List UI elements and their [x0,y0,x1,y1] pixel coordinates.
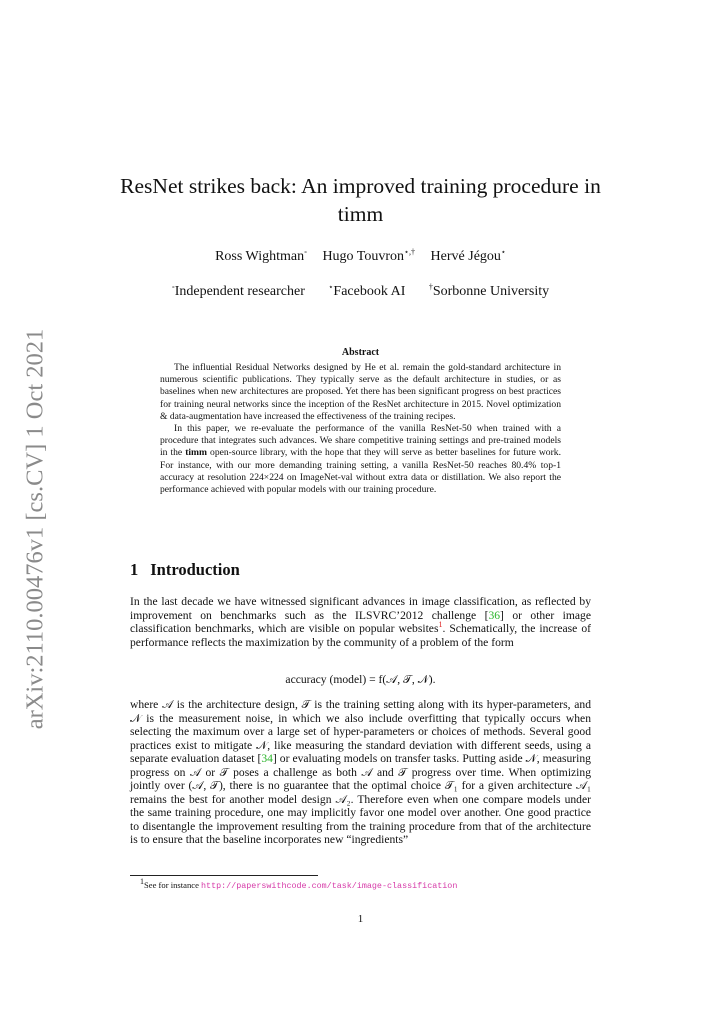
citation-link[interactable]: 36 [488,608,501,622]
author-list [100,249,621,265]
body-text: ] or evaluating models on transfer tasks. Putting aside 𝒩, measuring progress on 𝒜 or 𝒯 poses a challenge as both 𝒜 and 𝒯 progress over time. When optimizing jointly over (𝒜, 𝒯), there is no guarantee that the optimal choice 𝒯₁ for a given architecture 𝒜₁ remains the best for another model design 𝒜₂. Therefore even when one compare models under the same training procedure, one may implicitly favor one model over another. One good practice to disentangle the improvement resulting from the training procedure from that of the architecture is to ensure that the baseline incorporates new “ingredients” [130,752,591,847]
intro-paragraph-2 [130,698,591,847]
affiliation-name: Sorbonne University [432,284,550,299]
affiliation-mark: ◦ [171,282,175,292]
body-text: . Schematically, the increase of performance reflects the maximization by the community of a problem of the form [130,622,591,649]
author-name: Hervé Jégou [430,249,501,264]
author-mark: ⋆,† [404,247,416,257]
page-number: 1 [357,913,364,925]
arxiv-identifier: arXiv:2110.00476v1 [cs.CV] 1 Oct 2021 [21,328,49,730]
abstract-paragraph [160,423,561,496]
author [322,249,415,264]
affiliation-name: Facebook AI [333,284,406,299]
abstract-heading: Abstract [341,347,380,358]
timm-library-name: timm [185,447,208,459]
affiliation-mark: ⋆ [328,282,334,292]
author-mark: ◦ [304,247,307,257]
abstract-paragraph: The influential Residual Networks designed by He et al. remain the gold-standard architecture in numerous scientific publications. They typically serve as the default architecture in studies, or as baselines when new architectures are proposed. Yet there has been significant progress on best practices for training neural networks since the inception of the ResNet architecture in 2015. Novel optimization & data-augmentation have increased the effectiveness of the training recipes. [160,362,561,422]
intro-paragraph-1 [130,595,591,649]
footnote-text: See for instance [144,880,202,890]
body-text: where 𝒜 is the architecture design, 𝒯 is the training setting along with its hyper-parameters, and 𝒩 is the measurement noise, in which we also include overfitting that typically occurs when selecting the maximum over a large set of hyper-parameters or choices of methods. Several good practices exist to mitigate 𝒩, like measuring the standard deviation with different seeds, using a separate evaluation dataset [ [130,698,591,766]
affiliation-name: Independent researcher [174,284,305,299]
citation-link[interactable]: 34 [261,752,273,766]
author-name: Hugo Touvron [322,249,405,264]
footnote [140,877,458,891]
footnote-url-link[interactable]: http://paperswithcode.com/task/image-classification [201,881,458,891]
author-mark: ⋆ [500,247,506,257]
body-text: In the last decade we have witnessed significant advances in image classification, as reflected by improvement on benchmarks such as the ILSVRC’2012 challenge [ [130,595,591,622]
section-title: Introduction [150,560,240,579]
affiliation [429,284,549,299]
author [215,249,307,264]
footnote-rule [130,875,318,876]
section-number: 1 [130,560,139,579]
affiliation [172,284,305,299]
body-text: ] or other image classification benchmarks, which are visible on popular websites [130,608,591,636]
affiliation-list [100,284,621,300]
equation: accuracy (model) = f(𝒜, 𝒯, 𝒩). [285,673,436,686]
author-name: Ross Wightman [215,249,305,264]
footnote-link[interactable]: 1 [438,620,443,630]
abstract-text: In this paper, we re-evaluate the performance of the vanilla ResNet-50 when trained with a procedure that integrates such advances. We share competitive training settings and pre-trained models in the [160,423,561,459]
paper-title: ResNet strikes back: An improved training procedure in timm [120,174,601,226]
section-heading [130,560,240,580]
arxiv-sidebar [20,326,50,732]
affiliation [328,284,405,299]
affiliation-mark: † [428,282,433,292]
footnote-mark: 1 [140,877,144,887]
abstract-body [160,362,561,496]
author [431,249,506,264]
abstract-text: open-source library, with the hope that they will serve as better baselines for future work. For instance, with our more demanding training setting, a vanilla ResNet-50 reaches 80.4% top-1 accuracy at resolution 224×224 on ImageNet-val without extra data or distillation. We also report the performance achieved with popular models with our training procedure. [160,447,561,496]
